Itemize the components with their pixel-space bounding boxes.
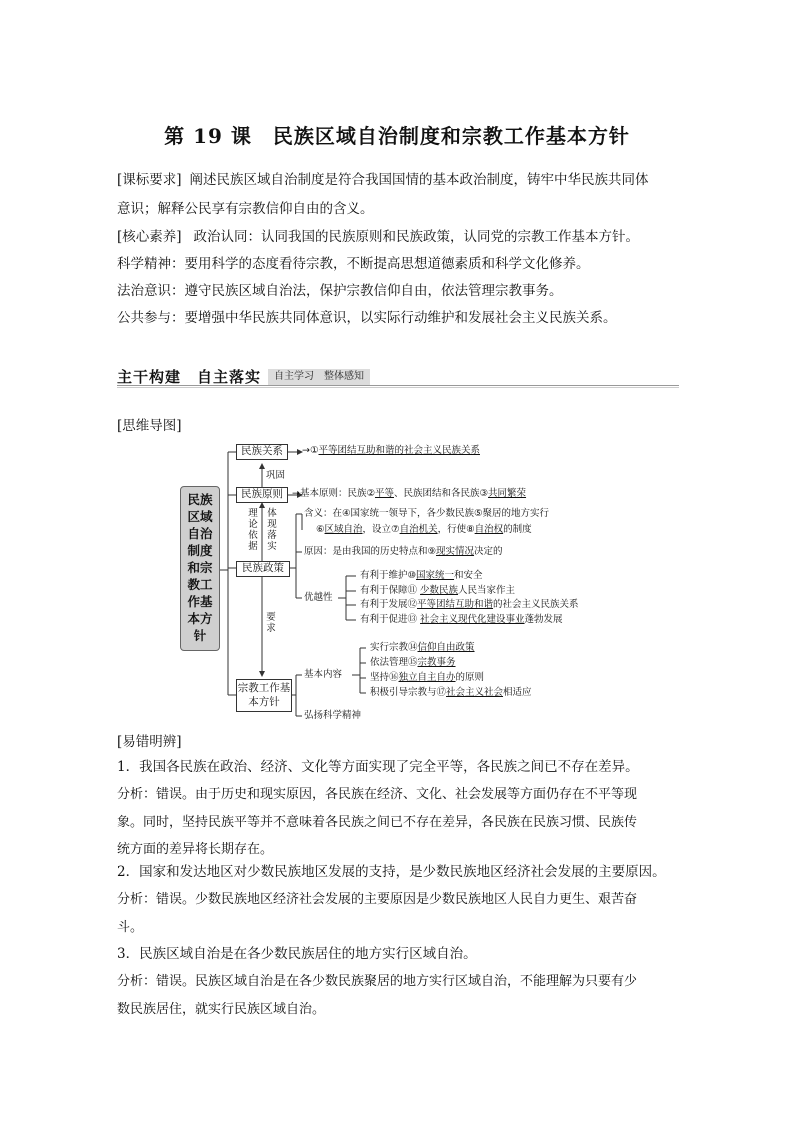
rel-1 [370, 642, 475, 654]
errors-label: [易错明辨] [117, 734, 182, 750]
youyue-label: 优越性 [304, 592, 333, 603]
yuanyin-post: 决定的 [474, 546, 503, 557]
rel-4 [370, 687, 532, 699]
hanyi2-mid2: ，行使⑧ [437, 524, 475, 535]
error-3-answer-2: 数民族居住，就实行民族区域自治。 [117, 1002, 326, 1017]
hanyi2-answer-3: 自治权 [474, 524, 504, 535]
adv1-post: 和安全 [454, 570, 483, 581]
mindmap-label: [思维导图] [117, 418, 182, 434]
section-pill: 自主学习 整体感知 [268, 369, 370, 385]
section-heading: 主干构建 自主落实 [117, 368, 262, 386]
adv1-prefix: 有利于维护⑩ [360, 570, 417, 581]
adv2-post: 人民当家作主 [458, 585, 516, 596]
rel2-answer: 宗教事务 [417, 657, 456, 668]
hanyi2-answer-1: 区域自治 [324, 524, 363, 535]
error-2-answer-2: 斗。 [117, 920, 144, 935]
requirements-line-2: 意识；解释公民享有宗教信仰自由的含义。 [117, 201, 374, 217]
adv3-prefix: 有利于发展⑫ [360, 599, 418, 610]
error-1-answer-3: 统方面的差异将长期存在。 [117, 842, 274, 857]
rel4-prefix: 积极引导宗教与⑰ [370, 687, 447, 698]
adv-2 [360, 585, 515, 597]
root-line-9: 针 [193, 628, 207, 643]
principles-mid: 、民族团结和各民族③ [394, 488, 489, 499]
adv2-answer: 少数民族 [420, 585, 459, 596]
root-line-6: 教工 [187, 577, 213, 592]
error-2-question: 2．国家和发达地区对少数民族地区发展的支持，是少数民族地区经济社会发展的主要原因。 [117, 864, 666, 880]
adv3-answer: 平等团结互助和谐 [417, 599, 494, 610]
requirements-text-1: 阐述民族区域自治制度是符合我国国情的基本政治制度，铸牢中华民族共同体 [189, 172, 649, 188]
hongyang-label: 弘扬科学精神 [304, 710, 362, 721]
rel1-prefix: 实行宗教⑭ [370, 642, 418, 653]
tixian-luoshi-label: 体现落实 [267, 508, 277, 552]
mindmap-root [180, 486, 220, 651]
hanyi2-answer-2: 自治机关 [399, 524, 438, 535]
rel2-prefix: 依法管理⑮ [370, 657, 418, 668]
root-line-4: 制度 [187, 543, 213, 558]
root-line-2: 区域 [187, 509, 213, 524]
principles-answer-2: 共同繁荣 [488, 488, 527, 499]
rel4-post: 相适应 [503, 687, 532, 698]
rel-3 [370, 672, 484, 684]
root-line-8: 本方 [187, 611, 213, 626]
principles-text [292, 488, 526, 500]
relations-prefix: →① [302, 445, 319, 456]
literacy-text-1: 政治认同：认同我国的民族原则和民族政策，认同党的宗教工作基本方针。 [193, 229, 640, 245]
error-2-answer-1: 分析：错误。少数民族地区经济社会发展的主要原因是少数民族地区人民自力更生、艰苦奋 [117, 892, 638, 907]
error-3-answer-1: 分析：错误。民族区域自治是在各少数民族聚居的地方实行区域自治，不能理解为只要有少 [117, 974, 638, 989]
hanyi2-mid: ，设立⑦ [362, 524, 400, 535]
requirements-tag: [课标要求] [117, 172, 182, 188]
root-line-3: 自治 [187, 526, 213, 541]
rel3-prefix: 坚持⑯ [370, 672, 399, 683]
adv4-post: 蓬勃发展 [524, 614, 563, 625]
adv4-prefix: 有利于促进⑬ [360, 614, 421, 625]
adv3-post: 的社会主义民族关系 [493, 599, 579, 610]
node-religion: 宗教工作基本方针 [236, 679, 292, 712]
root-line-1: 民族 [187, 492, 213, 507]
hanyi-line-1: 含义：在④国家统一领导下，各少数民族⑤聚居的地方实行 [304, 508, 550, 519]
page-title: 第 19 课 民族区域自治制度和宗教工作基本方针 [164, 124, 630, 148]
literacy-tag: [核心素养] [117, 229, 182, 245]
adv4-answer: 社会主义现代化建设事业 [420, 614, 525, 625]
root-line-7: 作基 [187, 594, 213, 609]
yuanyin-text [304, 546, 503, 558]
rel3-post: 的原则 [455, 672, 485, 683]
adv-3 [360, 599, 579, 611]
rel-2 [370, 657, 456, 669]
node-principles: 民族原则 [236, 487, 288, 503]
principles-prefix: →基本原则：民族② [292, 488, 375, 499]
adv-4 [360, 614, 563, 626]
root-line-5: 和宗 [187, 560, 213, 575]
node-policy: 民族政策 [236, 561, 290, 577]
error-3-question: 3．民族区域自治是在各少数民族居住的地方实行区域自治。 [117, 946, 477, 962]
yuanyin-answer: 现实情况 [436, 546, 475, 557]
rel4-answer: 社会主义社会 [446, 687, 504, 698]
relations-answer: 平等团结互助和谐的社会主义民族关系 [318, 445, 480, 456]
hanyi2-post: 的制度 [503, 524, 532, 535]
adv1-answer: 国家统一 [416, 570, 455, 581]
gonggu-label: 巩固 [266, 470, 286, 481]
principles-answer-1: 平等 [374, 488, 394, 499]
rel3-answer: 独立自主自办 [398, 672, 456, 683]
yaoqiu-label: 要求 [266, 612, 276, 634]
literacy-line-3: 法治意识：遵守民族区域自治法，保护宗教信仰自由，依法管理宗教事务。 [117, 283, 563, 299]
rel1-answer: 信仰自由政策 [417, 642, 475, 653]
error-1-question: 1．我国各民族在政治、经济、文化等方面实现了完全平等，各民族之间已不存在差异。 [117, 759, 639, 775]
literacy-line-4: 公共参与：要增强中华民族共同体意识，以实际行动维护和发展社会主义民族关系。 [117, 310, 617, 326]
hanyi2-prefix: ⑥ [316, 524, 325, 535]
jiben-label: 基本内容 [304, 669, 343, 680]
literacy-line-2: 科学精神：要用科学的态度看待宗教，不断提高思想道德素质和科学文化修养。 [117, 256, 590, 272]
yuanyin-prefix: 原因：是由我国的历史特点和⑨ [304, 546, 437, 557]
error-1-answer-2: 象。同时，坚持民族平等并不意味着各民族之间已不存在差异，各民族在民族习惯、民族传 [117, 815, 638, 830]
lilun-yiju-label: 理论依据 [248, 508, 258, 552]
hanyi-line-2 [316, 524, 532, 536]
error-1-answer-1: 分析：错误。由于历史和现实原因，各民族在经济、文化、社会发展等方面仍存在不平等现 [117, 787, 638, 802]
adv-1 [360, 570, 483, 582]
relations-text [302, 445, 480, 457]
node-relations: 民族关系 [236, 444, 288, 460]
adv2-prefix: 有利于保障⑪ [360, 585, 421, 596]
